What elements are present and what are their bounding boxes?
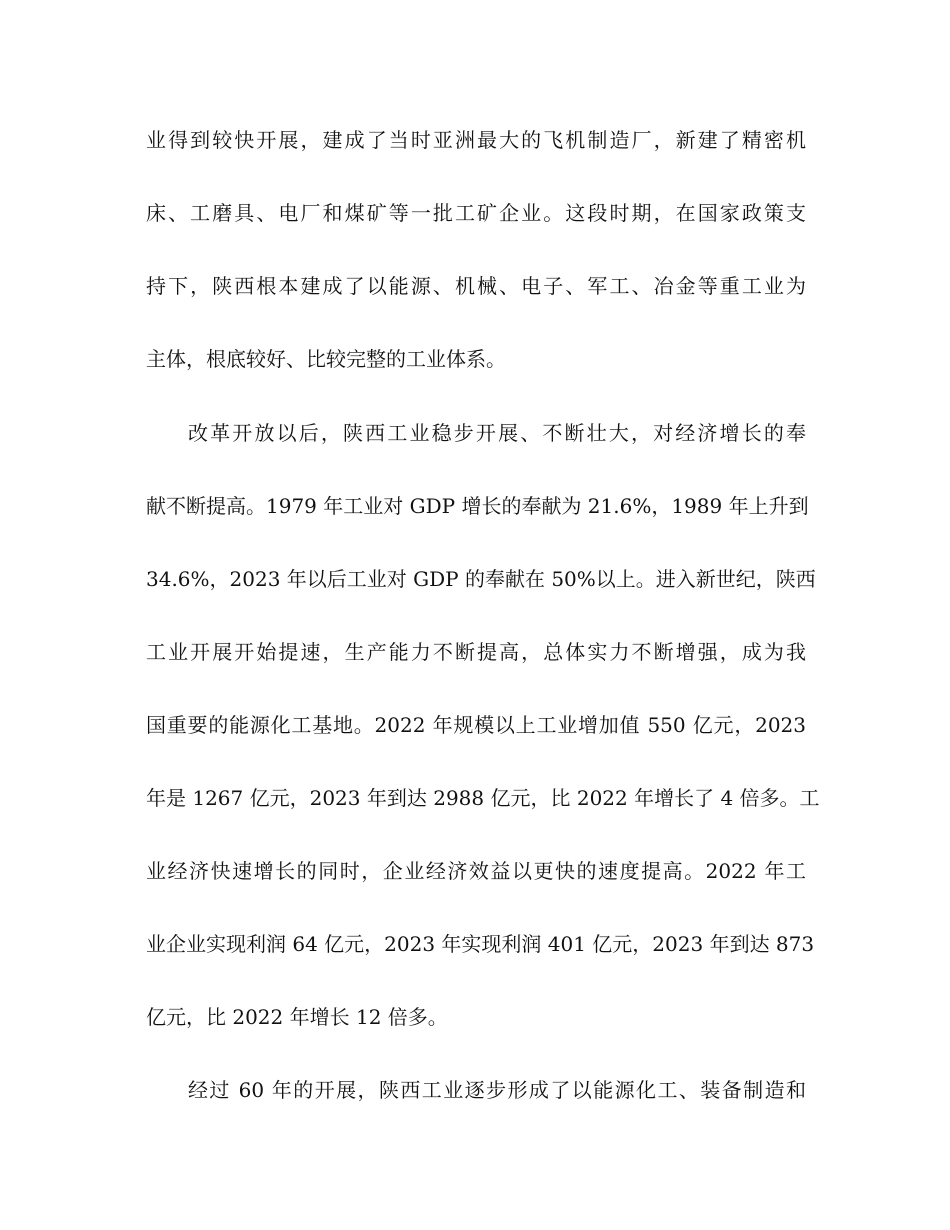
paragraph-2-line-7: 业经济快速增长的同时，企业经济效益以更快的速度提高。2022 年工 (146, 859, 806, 883)
paragraph-2-line-4: 工业开展开始提速，生产能力不断提高，总体实力不断增强，成为我 (146, 640, 806, 664)
paragraph-2-line-6: 年是 1267 亿元，2023 年到达 2988 亿元，比 2022 年增长了 4 倍多。工 (146, 786, 820, 810)
paragraph-2-line-9: 亿元，比 2022 年增长 12 倍多。 (146, 1005, 448, 1029)
paragraph-3-line-1: 经过 60 年的开展，陕西工业逐步形成了以能源化工、装备制造和 (188, 1078, 806, 1102)
paragraph-2-line-8: 业企业实现利润 64 亿元，2023 年实现利润 401 亿元，2023 年到达 873 (146, 932, 815, 956)
paragraph-1-line-2: 床、工磨具、电厂和煤矿等一批工矿企业。这段时期，在国家政策支 (146, 201, 806, 225)
paragraph-1-line-3: 持下，陕西根本建成了以能源、机械、电子、军工、冶金等重工业为 (146, 274, 806, 298)
paragraph-2-line-5: 国重要的能源化工基地。2022 年规模以上工业增加值 550 亿元，2023 (146, 713, 806, 737)
paragraph-2-line-1: 改革开放以后，陕西工业稳步开展、不断壮大，对经济增长的奉 (188, 421, 806, 445)
paragraph-1-line-4: 主体，根底较好、比较完整的工业体系。 (146, 347, 506, 371)
paragraph-2-line-2: 献不断提高。1979 年工业对 GDP 增长的奉献为 21.6%，1989 年上升到 (146, 494, 809, 518)
paragraph-2-line-3: 34.6%，2023 年以后工业对 GDP 的奉献在 50%以上。进入新世纪，陕西 (146, 567, 816, 591)
paragraph-1-line-1: 业得到较快开展，建成了当时亚洲最大的飞机制造厂，新建了精密机 (146, 128, 806, 152)
